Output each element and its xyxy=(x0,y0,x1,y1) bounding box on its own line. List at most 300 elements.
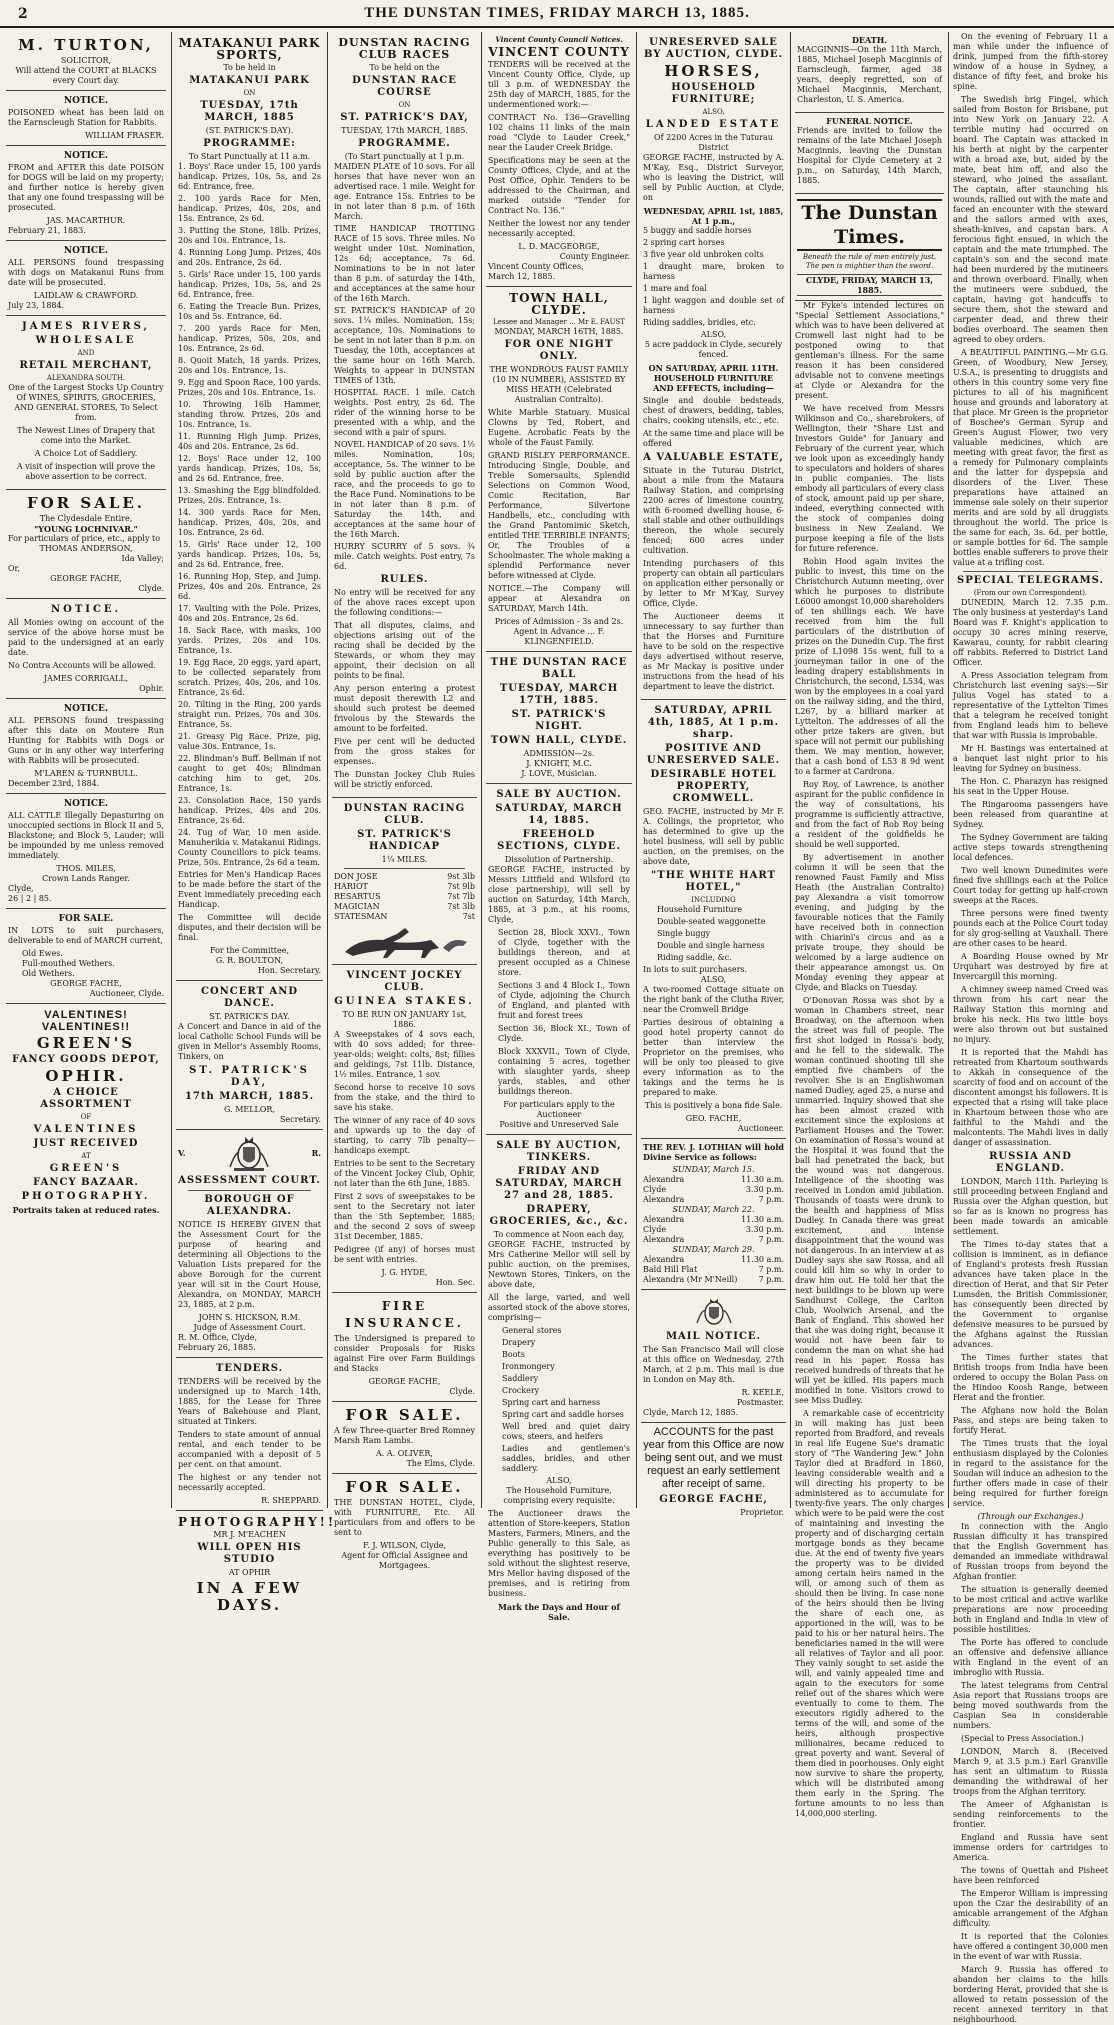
ad-line: ALEXANDRA SOUTH. xyxy=(46,374,126,382)
ad-body: A Concert and Dance in aid of the local Catholic School Funds will be given in Mellor's Assembly Rooms, Tinkers, on xyxy=(178,1022,321,1061)
ad-line: For the Committee, xyxy=(209,946,290,955)
ad-heading: M. TURTON, xyxy=(18,36,154,54)
ad-line: Will attend the COURT at BLACKS xyxy=(15,66,157,75)
column-rule xyxy=(636,32,637,1508)
section-heading: SPECIAL TELEGRAMS. xyxy=(956,575,1104,586)
event-item: 14. 300 yards Race for Men, handicap. Prizes, 40s, 20s, and 10s. Entrance, 2s 6d. xyxy=(178,508,321,537)
service-row-label: Alexandra xyxy=(643,1255,685,1264)
ad-signature: A. A. OLIVER, xyxy=(376,1449,433,1458)
ad-line: PHOTOGRAPHY. xyxy=(21,1191,151,1202)
event-item: 13. Smashing the Egg blindfolded. Prizes, 20s. Entrance, 1s. xyxy=(178,486,321,505)
service-row-value: 7 p.m. xyxy=(758,1275,784,1284)
event-item: 20. Tilting in the Ring, 200 yards straight run. Prizes, 70s and 30s. Entrance, 5s. xyxy=(178,700,321,729)
ad-signature: J. G. HYDE, xyxy=(381,1268,428,1277)
issue-date: CLYDE, FRIDAY, MARCH 13, 1885. xyxy=(797,274,942,296)
handicap-row-label: STATESMAN xyxy=(334,912,388,921)
ad-body: A two-roomed Cottage situate on the right bank of the Clutha River, near the Cromwell Bridge xyxy=(643,985,784,1014)
ad-line: INCLUDING xyxy=(691,896,736,904)
ad-body: Entries to be sent to the Secretary of the Vincent Jockey Club, Ophir, not later than the 6th June, 1885. xyxy=(334,1159,475,1188)
ad-line: Clyde, March 12, 1885. xyxy=(643,1408,739,1417)
racehorse-illustration-icon xyxy=(335,926,475,960)
notice-date: 26 | 2 | 85. xyxy=(8,894,52,903)
ad-kicker: Vincent County Council Notices. xyxy=(495,35,623,44)
handicap-row-label: HARIOT xyxy=(334,882,368,891)
ad-heading: TOWN HALL, CLYDE. xyxy=(509,291,609,317)
notice-body: ALL PERSONS found trespassing with dogs on Matakanui Runs from date will be prosecuted. xyxy=(8,258,164,287)
service-times xyxy=(643,1215,784,1245)
ad-line: Mark the Days and Hour of Sale. xyxy=(498,1602,620,1622)
nameplate-title: The Dunstan Times. xyxy=(797,199,942,251)
service-times xyxy=(643,1255,784,1285)
ad-heading: THE DUNSTAN RACE BALL xyxy=(490,657,628,680)
lot-item: 1 draught mare, broken to harness xyxy=(643,262,784,281)
ad-st-patricks-handicap xyxy=(332,798,477,965)
ad-vincent-county xyxy=(486,32,632,287)
notice-funeral xyxy=(795,113,944,194)
telegram-list xyxy=(953,1522,1108,2025)
ad-line: Vincent County Offices, xyxy=(488,262,584,271)
column-rule xyxy=(948,32,949,1508)
ad-body: A Sweepstakes of 4 sovs each, with 40 sovs added; for three-year-olds; weight: colts, 8st; fillies and geldings, 7st 11lb. Distance, 1½ miles. Entrance, 1 sov. xyxy=(334,1030,475,1079)
ad-line: In lots to suit purchasers. xyxy=(643,965,748,974)
notice-death xyxy=(795,32,944,113)
ad-line: Ida Valley; xyxy=(121,554,164,563)
ad-body: 5 acre paddock in Clyde, securely fenced. xyxy=(644,340,783,359)
notice-heading: NOTICE. xyxy=(63,246,109,256)
ad-line: Auctioneer. xyxy=(737,1124,784,1133)
ad-line: ALSO, xyxy=(700,975,727,984)
goods-item: Ironmongery xyxy=(502,1362,555,1371)
notice-place: Clyde, xyxy=(8,884,34,893)
ad-line: ON xyxy=(243,89,256,97)
notice-heading: FUNERAL NOTICE. xyxy=(826,116,913,126)
ad-heading: VINCENT JOCKEY CLUB. xyxy=(346,970,463,993)
ad-line: Prices of Admission - 3s and 2s. xyxy=(494,617,624,626)
notice-heading: NOTICE. xyxy=(63,96,109,106)
telegram-item: A chimney sweep named Creed was thrown from his cart near the Railway Station this morning and broke his neck. His two little boys were also thrown out but sustained no injury. xyxy=(953,985,1108,1044)
event-list xyxy=(178,162,321,868)
service-row xyxy=(643,1255,784,1265)
notice-heading: NOTICE. xyxy=(50,604,122,615)
section-subheading: (Through our Exchanges.) xyxy=(977,1512,1084,1521)
handicap-row xyxy=(334,902,475,912)
ad-line: HORSES, xyxy=(664,62,763,80)
notice-date: December 23rd, 1884. xyxy=(8,779,100,788)
handicap-row-label: MAGICIAN xyxy=(334,902,380,911)
column-rule xyxy=(790,32,791,1508)
ad-line: DUNSTAN RACE COURSE xyxy=(352,75,457,98)
ad-heading: SALE BY AUCTION. xyxy=(496,789,622,800)
column-7 xyxy=(953,32,1108,2024)
column-3 xyxy=(332,32,477,1570)
ad-body: The Auctioneer draws the attention of Store-keepers, Station Masters, Farmers, Miners, and the Public generally to this Sale, as everything has positively to be sold without the slightest reserve, Mrs Mellor having disposed of the premises, and is retiring from business. xyxy=(488,1509,630,1598)
ad-line: OF xyxy=(80,1113,92,1121)
ad-body: THE DUNSTAN HOTEL, Clyde, with FURNITURE, Etc. All particulars from and offers to be sent to xyxy=(334,1498,475,1537)
service-row-label: Alexandra xyxy=(643,1175,685,1184)
goods-item: Boots xyxy=(502,1350,525,1359)
lot-item: Riding saddles, bridles, etc. xyxy=(643,318,756,327)
ad-line: TUESDAY, MARCH 17TH, 1885. xyxy=(499,683,619,706)
ad-line: To be held in xyxy=(223,63,276,72)
telegram-item: Two well known Dunedinites were fined five shillings each at the Police Court today for getting up half-crown sweeps at the Races. xyxy=(953,866,1108,905)
ad-line: "THE WHITE HART HOTEL," xyxy=(651,870,776,893)
race-list xyxy=(334,162,475,572)
race-item: TIME HANDICAP TROTTING RACE of 15 sovs. Three miles. No weight under 10st. Nomination, 12s 6d; acceptance, 7s 6d. Nominations to be in not later than 8 p.m. of saturday the 14th, and acceptances at the same hour of the 16th March. xyxy=(334,224,475,303)
telegram-item: The Sydney Government are taking active steps towards strengthening local defences. xyxy=(953,833,1108,862)
ad-line: MATAKANUI PARK xyxy=(189,75,310,86)
ad-body: No entry will be received for any of the above races except upon the following conditions:— xyxy=(334,588,475,617)
column-rule xyxy=(327,32,328,1508)
notice-body: No Contra Accounts will be allowed. xyxy=(8,661,156,670)
lot-item: Double-seated waggonette xyxy=(657,917,766,926)
ad-line: MR J. M'EACHEN xyxy=(213,1530,286,1539)
telegram-item: The Times further states that British troops from India have been ordered to occupy the Bolan Pass on the Hindoo Koosh Range, between Herat and the frontier. xyxy=(953,1353,1108,1402)
ad-body: All the large, varied, and well assorted stock of the above stores, comprising— xyxy=(488,1293,630,1322)
service-row-label: Alexandra xyxy=(643,1195,685,1204)
telegram-item: LONDON, March 11th. Parleying is still proceeding between England and Russia over the Afghan question, but so far as is known no progress has been made towards an amicable settlement. xyxy=(953,1177,1108,1236)
notice-signature: JAMES CORRIGALL, xyxy=(43,674,129,683)
handicap-row-value: 7st 7lb xyxy=(447,892,475,901)
ad-line: SUNDAY, March 15. xyxy=(672,1165,755,1174)
ad-tenders-bakehouse xyxy=(176,1358,323,1511)
lot-list xyxy=(643,905,784,963)
event-item: 16. Running Hop, Step, and Jump. Prizes, 40s and 20s. Entrance, 2s 6d. xyxy=(178,572,321,601)
telegram-item: March 9. Russia has offered to abandon her claims to the hills bordering Herat, provided that she is allowed to retain possession of the recent annexed territory in that neighbourhood. xyxy=(953,1965,1108,2024)
ad-line: Portraits taken at reduced rates. xyxy=(12,1205,160,1215)
service-row xyxy=(643,1225,784,1235)
column-1 xyxy=(6,32,166,1508)
ad-body: CONTRACT No. 136—Gravelling 102 chains 11 links of the main road "Clyde to Lauder Creek," near the Lauder Creek Bridge. xyxy=(488,113,630,152)
ad-divine-service xyxy=(641,1139,786,1290)
race-item: HURRY SCURRY of 5 sovs. ¾ mile. Catch weights. Post entry, 7s 6d. xyxy=(334,542,475,571)
ad-photography xyxy=(176,1511,337,1620)
ad-body: The Dunstan Jockey Club Rules will be strictly enforced. xyxy=(334,770,475,789)
race-item: ST. PATRICK'S HANDICAP of 20 sovs. 1¼ miles. Nomination, 15s; acceptance, 10s. Nominations to be sent in not later than 8 p.m. on Tuesday, the 10th, acceptances at the same hour on 16th March. Weights to appear in DUNSTAN TIMES of 13th. xyxy=(334,306,475,385)
notice-monies-owing xyxy=(6,599,166,699)
telegram-item: The Ringarooma passengers have been released from quarantine at Sydney. xyxy=(953,800,1108,829)
ad-line: FOR ONE NIGHT ONLY. xyxy=(504,339,614,362)
ad-body: A visit of inspection will prove the above assertion to be correct. xyxy=(16,462,156,481)
ad-line: FANCY BAZAAR. xyxy=(33,1177,139,1188)
telegram-item: The Emperor William is impressing upon the Czar the desirability of an amicable arrangement of the Afghan difficulty. xyxy=(953,1889,1108,1928)
telegram-item: England and Russia have sent immense orders for cartridges to America. xyxy=(953,1833,1108,1862)
lot-item: 1 light waggon and double set of harness xyxy=(643,296,784,315)
ad-body: Entries for Men's Handicap Races to be made before the start of the Event immediately preceding each Handicap. xyxy=(178,870,321,909)
service-row xyxy=(643,1275,784,1285)
ad-race-ball xyxy=(486,652,632,784)
ad-heading: THE REV. J. LOTHIAN will hold Divine Service as follows: xyxy=(643,1142,784,1162)
ad-line: For particulars of price, etc., apply to xyxy=(8,534,161,543)
ad-body: Sections 3 and 4 Block I., Town of Clyde, adjoining the Church of England, and planted with fruit and forest trees xyxy=(498,981,630,1020)
ad-line: WHOLESALE xyxy=(35,335,137,346)
ad-body: NOTICE.—The Company will appear at Alexandra on SATURDAY, March 14th. xyxy=(488,584,630,613)
article-paragraph: Roy Roy, of Lawrence, is another aspirant for the public confidence in the way of consultations, his programme is sufficiently attractive, and from the fact of Rob Roy being a resident of the goldfields he should be well supported. xyxy=(795,780,944,849)
ad-body: First 2 sovs of sweepstakes to be sent to the Secretary not later than the 5th September, 1885; and the second 2 sovs of sweep 31st December, 1885. xyxy=(334,1192,475,1241)
event-item: 15. Girls' Race under 12, 100 yards handicap. Prizes, 10s, 5s, and 2s 6d. Entrance, free. xyxy=(178,540,321,569)
handicap-row xyxy=(334,892,475,902)
ad-line: County Engineer. xyxy=(559,252,630,261)
notice-date: July 23, 1884. xyxy=(8,301,65,310)
lot-item: Household Furniture xyxy=(657,905,743,914)
ad-line: Dissolution of Partnership. xyxy=(504,855,614,864)
ad-line: Judge of Assessment Court. xyxy=(193,1323,306,1332)
notice-place: Ophir. xyxy=(139,684,164,693)
telegram-item: DUNEDIN, March 12. 7.35 p.m. The only business at yesterday's Land Board was F. Knight's application to occupy 30 acres mining reserve, Kawarau, county, for rabbit clearing off rabbits. Referred to District Land Officer. xyxy=(953,598,1108,667)
ad-line: OPHIR. xyxy=(45,1067,127,1085)
ad-line: To be held on the xyxy=(369,63,440,72)
ad-line: ST. PATRICK'S DAY, xyxy=(189,1065,310,1088)
notice-signature: THOS. MILES, xyxy=(56,864,116,873)
ad-line: Proprietor. xyxy=(740,1508,784,1517)
telegram-item: The Ameer of Afghanistan is sending reinforcements to the frontier. xyxy=(953,1800,1108,1829)
ad-signature: F. J. WILSON, Clyde, xyxy=(363,1541,446,1550)
ad-line: PROGRAMME: xyxy=(203,138,296,149)
ad-line: A CHOICE ASSORTMENT xyxy=(40,1087,132,1110)
telegram-item: LONDON, March 8. (Received March 9, at 3.5 p.m.) Earl Granville has sent an ultimatum to Russia demanding the withdrawal of her troops from the Afghan territory. xyxy=(953,1747,1108,1796)
ad-accounts xyxy=(641,1423,786,1522)
event-item: 7. 200 yards Race for Men, handicap. Prizes, 50s, 20s, and 10s. Entrance, 2s 6d. xyxy=(178,324,321,353)
ad-line: Of 2200 Acres in the Tuturau District xyxy=(654,133,773,152)
notice-trespass-moutere xyxy=(6,699,166,794)
ad-valentines xyxy=(6,1004,166,1219)
ad-line: Positive and Unreserved Sale xyxy=(499,1120,619,1129)
ad-line: GREEN'S xyxy=(36,1034,136,1052)
ad-concert-dance xyxy=(176,981,323,1130)
telegram-item: A Press Association telegram from Christchurch last evening says:—Sir Julius Vogel has stated to a representative of the Lyttelton Times that a telegram he received tonight from England leads him to believe that war with Russia is improbable. xyxy=(953,671,1108,740)
event-item: 10. Throwing 16lb Hammer, standing throw. Prizes, 20s and 10s. Entrance, 1s. xyxy=(178,400,321,429)
telegram-item: The latest telegrams from Central Asia report that Russians troops are being moved southwards from the Caspian Sea in considerable numbers. xyxy=(953,1681,1108,1730)
event-item: 9. Egg and Spoon Race, 100 yards. Prizes, 20s and 10s. Entrance, 1s. xyxy=(178,378,321,397)
ad-signature: L. D. MACGEORGE, xyxy=(518,242,600,251)
ad-signature: J. LOVE, Musician. xyxy=(521,769,597,778)
royal-cipher-left: V. xyxy=(178,1148,186,1158)
ad-heading: PHOTOGRAPHY!! xyxy=(178,1515,337,1529)
ad-line: Secretary. xyxy=(279,1115,321,1124)
telegram-item: The Afghans now hold the Bolan Pass, and steps are being taken to fortify Herat. xyxy=(953,1406,1108,1435)
ad-body: Pedigree (if any) of horses must be sent with entries. xyxy=(334,1245,475,1264)
event-item: 24. Tug of War, 10 men aside. Manuherikia v. Matakanui Ridings. County Councillors to pick teams. Prize, 50s. Entrance, 2s 6d a team. xyxy=(178,828,321,867)
goods-item: Well bred and quiet dairy cows, steers, and heifers xyxy=(502,1422,630,1441)
event-item: 23. Consolation Race, 150 yards handicap. Prizes, 40s and 20s. Entrance, 2s 6d. xyxy=(178,796,321,825)
service-row-label: Alexandra xyxy=(643,1215,685,1224)
handicap-row xyxy=(334,872,475,882)
notice-heading: DEATH. xyxy=(851,35,888,45)
ad-signature: GEORGE FACHE, xyxy=(50,979,122,988)
ad-signature: GEORGE FACHE, xyxy=(659,1494,768,1505)
telegram-item: The situation is generally deemed to be most critical and active warlike preparations are now proceeding both in England and India in view of possible hostilities. xyxy=(953,1585,1108,1634)
ad-line: WILL OPEN HIS STUDIO xyxy=(197,1542,302,1565)
page-number: 2 xyxy=(18,6,28,22)
ad-line: Hon. Secretary. xyxy=(257,966,321,975)
ad-line: Postmaster. xyxy=(736,1398,784,1407)
notice-heading: NOTICE. xyxy=(63,151,109,161)
ad-matakanui-sports xyxy=(176,32,323,981)
ad-body: GEORGE FACHE, instructed by A. M'Kay, Esq., District Surveyor, who is leaving the District, will sell by Public Auction, at Clyde, on xyxy=(643,153,784,202)
ad-line: WEDNESDAY, APRIL 1st, 1885, At 1 p.m., xyxy=(643,206,784,226)
telegram-item: The Times trusts that the loyal enthusiasm displayed by the Colonies in regard to the assistance for the Soudan will induce an adhesion to the further offers made in case of their being required for further foreign service. xyxy=(953,1439,1108,1508)
ad-heading: CONCERT AND DANCE. xyxy=(200,986,299,1009)
telegram-item: The Hon. C. Pharazyn has resigned his seat in the Upper House. xyxy=(953,777,1108,796)
ad-body: White Marble Statuary. Musical Clowns by Ted, Robert, and Eugene. Acrobatic Feats by the whole of the Faust Family. xyxy=(488,408,630,447)
column-6 xyxy=(795,32,945,1818)
ad-line: THOMAS ANDERSON, xyxy=(39,544,133,553)
ad-line: ST. PATRICK'S DAY, xyxy=(340,112,469,123)
ad-body: The highest or any tender not necessarily accepted. xyxy=(178,1473,321,1492)
ad-line: Agent in Advance ... F. KLINGENFIELD. xyxy=(513,627,605,646)
ad-body: TENDERS will be received at the Vincent County Office, Clyde, up till 3 p.m. of WEDNESDAY the 25th day of MARCH, 1885, for the undermentioned work:— xyxy=(488,60,630,109)
notice-date: February 21, 1883. xyxy=(8,226,86,235)
ad-white-hart-hotel xyxy=(641,700,786,1139)
page-title: THE DUNSTAN TIMES, FRIDAY MARCH 13, 1885. xyxy=(364,5,750,21)
ad-body: The Newest Lines of Drapery that come into the Market. xyxy=(17,426,155,445)
ad-heading: FOR SALE. xyxy=(26,494,146,512)
article-paragraph: We have received from Messrs Wilkinson and Co., sharebrokers, of Wellington, their "Share List and Investors Guide" for January and February of the current year, which we look upon as exceedingly handy to speculators and holders of shares in public companies. The lists embody all particulars of every class of stock, amount paid up per share, indeed, everything connected with the stock of companies doing business in New Zealand. We purpose keeping a file of the lists for future reference. xyxy=(795,404,945,553)
ad-body: A Choice Lot of Saddlery. xyxy=(34,449,138,458)
ad-heading: DUNSTAN RACING CLUB RACES xyxy=(338,36,471,61)
nameplate-motto: The pen is mightier than the sword. xyxy=(805,262,934,270)
ad-line: IN A FEW DAYS. xyxy=(196,1579,303,1614)
telegram-item: It is reported that the Colonies have offered a contingent 30,000 men in the event of war with Russia. xyxy=(953,1932,1108,1961)
handicap-row xyxy=(334,912,475,922)
ad-body: ACCOUNTS for the past year from this Office are now being sent out, and we must request an early settlement after receipt of same. xyxy=(643,1426,784,1490)
service-row-label: Bald Hill Flat xyxy=(643,1265,698,1274)
ad-body: The Committee will decide disputes, and their decision will be final. xyxy=(178,913,321,942)
ad-town-hall-clyde xyxy=(486,287,632,652)
ad-line: TO BE RUN ON JANUARY 1st, 1886. xyxy=(342,1010,467,1029)
notice-line: Crown Lands Ranger. xyxy=(42,874,130,883)
ad-line: FREEHOLD SECTIONS, CLYDE. xyxy=(497,829,621,852)
telegram-item: The Times to-day states that a collision is imminent, as in defiance of England's protests fresh Russian advances have taken place in the direction of Herat, and that Sir Peter Lumsden, the British Commissioner, has consequently been directed by the Government to organise defensive measures to be pursued by the Afghans against the Russian advances. xyxy=(953,1240,1108,1349)
article-paragraph: A BEAUTIFUL PAINTING.—Mr G.G. Green, of Woodbury, New Jersey, U.S.A., is presenting to druggists and others in this country some very fine pictures to all of his magnificent house and grounds and laboratory at that place. Mr Green is the proprietor of Boschee's German Syrup and Green's August Flower, two very valuable medicines, which are meeting with great favor, the first as a remedy for Pulmonary complaints and the latter for dyspepsia and disorders of the Liver. These preparations have attained an immense sale solely on their superior merits and are sold by all druggists throughout the world. The price is the same for each, 3s. 6d. per bottle, or sample bottles for 6d. The sample bottles enable sufferers to prove their value at a trifling cost. xyxy=(953,348,1108,567)
event-item: 21. Greasy Pig Race. Prize, pig, value 30s. Entrance, 1s. xyxy=(178,732,321,751)
event-item: 1. Boys' Race under 15, 100 yards handicap. Prizes, 10s, 5s, and 2s 6d. Entrance, free. xyxy=(178,162,321,191)
notice-body: MACGINNIS—On the 11th March, 1885, Michael Joseph Macginnis of Earnscleugh, farmer, aged 38 years, deeply regretted, son of Michael Macginnis, Merchant, Charleston, U. S. America. xyxy=(797,45,942,104)
ad-body: Specifications may be seen at the County Offices, Clyde, and at the Post Office, Ophir. Tenders to be addressed to the Chairman, and marked outside "Tender for Contract No. 136." xyxy=(488,156,630,215)
ad-line: Full-mouthed Wethers. xyxy=(22,959,115,968)
service-times xyxy=(643,1175,784,1205)
notice-poison-wheat xyxy=(6,91,166,146)
ad-line: HOUSEHOLD FURNITURE; xyxy=(671,82,756,105)
lot-item: 1 mare and foal xyxy=(643,284,707,293)
handicap-row xyxy=(334,882,475,892)
ad-heading: FOR SALE. xyxy=(345,1406,464,1424)
ad-body: GEORGE FACHE, instructed by Mrs Catherine Mellor will sell by public auction, on the premises, Newtown Stores, Tinkers, on the above date, xyxy=(488,1240,630,1289)
goods-item: Saddlery xyxy=(502,1374,539,1383)
service-row xyxy=(643,1265,784,1275)
telegram-list xyxy=(953,598,1108,1148)
ad-signature: J. KNIGHT, M.C. xyxy=(526,759,592,768)
goods-item: Drapery xyxy=(502,1338,536,1347)
handicap-row-label: RESARTUS xyxy=(334,892,381,901)
article-paragraph: O'Donovan Rossa was shot by a woman in Chambers street, near Broadway, on the afternoon when the street was full of people. The first shot lodged in Rossa's body, and he fell to the sidewalk. The woman continued shooting till she emptied five chambers of the revolver. She is an Englishwoman named Dudley, aged 25, a nurse and unmarried. Inquiry showed that she has been almost crazed with excitement since the explosions at Parliament Houses and the Tower. On examination of Rossa's wound at the Hospital it was found that the ball had penetrated the back, but the wound was not dangerous. Intelligence of the shooting was received in London amid jubilation. Thousands of toasts were drunk to the health and happiness of Miss Dudley. In Canada there was great excitement, and intense disappointment that the wound was not dangerous. In an interview at as Dudley says she saw Rossa, and all could kill him so why in order to draw him out. He told her that the next buildings to be blown up were Sandhurst College, the Carlton Club, Woolwich Arsenal, and the Bank of England. This showed her that she was doing right, because it would not have been fair to condemn the man on what she had read in his paper. Rossa has received hundreds of threats that he will yet be killed. His papers much modified in tone. Visitors crowd to see Miss Dudley. xyxy=(795,996,944,1405)
ad-body: TENDERS will be received by the undersigned up to March 14th, 1885, for the Lease for Three Years of Bakehouse and Plant, situated at Tinkers. xyxy=(178,1377,321,1426)
ad-line: ON xyxy=(398,101,411,109)
event-item: 18. Sack Race, with masks, 100 yards. Prizes, 20s and 10s. Entrance, 1s. xyxy=(178,626,321,655)
article-paragraph: By advertisement in another column it will be seen that the renowned Faust Family and Miss Heath (the Australian Contralto) pay Alexandra a visit tomorrow evening, and judging by the favourable notices that the Family have received both in connection with Chiarini's circus and as a private troupe, they should be welcomed by a large audience on their appearance amongst us. On Monday evening they appear at Clyde, and Blacks on Tuesday. xyxy=(795,853,944,992)
notice-body: ALL CATTLE Illegally Depasturing on unoccupied sections in Block II and 5, Blackstone; and Block 5, Lauder; will be impounded by me unless removed immediately. xyxy=(8,811,164,860)
event-item: 8. Quoit Match, 18 yards. Prizes, 20s and 10s. Entrance, 1s. xyxy=(178,356,321,375)
ad-line: 1¼ MILES. xyxy=(381,855,428,864)
ad-heading: JAMES RIVERS, xyxy=(22,321,150,332)
ad-line: ALSO, xyxy=(702,108,725,116)
ad-signature: R. SHEPPARD. xyxy=(261,1496,321,1505)
royal-arms-icon xyxy=(226,1133,272,1173)
handicap-row-value: 9st 3lb xyxy=(447,872,475,881)
ad-heading: MATAKANUI PARK SPORTS, xyxy=(178,36,321,62)
ad-line: POSITIVE AND UNRESERVED SALE. xyxy=(646,743,781,766)
ad-line: PROGRAMME. xyxy=(358,138,451,149)
ad-line: AND xyxy=(77,349,95,357)
ad-line: TUESDAY, 17th MARCH, 1885 xyxy=(200,100,299,123)
ad-line: "YOUNG LOCHNIVAR." xyxy=(34,524,138,534)
ad-body: Second horse to receive 10 sovs from the stake, and the third to save his stake. xyxy=(334,1083,475,1112)
event-item: 11. Running High Jump. Prizes, 40s and 20s. Entrance, 2s 6d. xyxy=(178,432,321,451)
column-5 xyxy=(641,32,786,1517)
service-row-label: Alexandra (Mr M'Neill) xyxy=(643,1275,738,1284)
lot-item: 5 buggy and saddle horses xyxy=(643,226,752,235)
ad-turton xyxy=(6,32,166,91)
ad-line: ST. PATRICK'S HANDICAP xyxy=(357,829,452,852)
ad-line: every Court day. xyxy=(52,76,120,85)
ad-line: JUST RECEIVED xyxy=(33,1138,139,1149)
ad-line: Auctioneer, Clyde. xyxy=(89,989,164,998)
ad-heading: VALENTINES! VALENTINES!! xyxy=(41,1009,131,1033)
ad-body: Five per cent will be deducted from the gross stakes for expenses. xyxy=(334,737,475,766)
notice-heading: NOTICE. xyxy=(63,799,109,809)
notice-signature: WILLIAM FRASER. xyxy=(85,131,164,140)
article-paragraph: Robin Hood again invites the public to invest, this time on the Christchurch Autumn meeting, over which he purposes to distribute L6000 amongst 10,000 shareholders of ten shillings each. We have received from him the full particulars of the distribution of prizes on the Dunedin Cup. The first prize of L1098 15s went, full to a journeyman tailor in one of the leading drapery establishments in Christchurch, the second, L534, was won by the employees in a coal yard on the railway siding, and the third, L267, by a billiard marker at Lyttelton. The addresses of all the other prize takers are given, but space will not permit our publishing them. We may mention, however, that a cash bond of L53 8 9d went to a farmer at Cardrona. xyxy=(795,557,944,776)
ad-line: ALSO, xyxy=(700,330,727,339)
ad-body: THE WONDROUS FAUST FAMILY (10 IN NUMBER), ASSISTED BY MISS HEATH (Celebrated Australian Contralto). xyxy=(489,365,629,404)
article-paragraph: On the evening of February 11 a man while under the influence of drink, jumped from the fifth-storey window of a house in Sydney, a distance of fifty feet, and broke his spine. xyxy=(953,32,1108,91)
service-row-value: 7 p.m. xyxy=(758,1265,784,1274)
notice-signature: JAS. MACARTHUR. xyxy=(46,216,126,225)
ad-line: Clyde. xyxy=(138,584,164,593)
ad-line: GREEN'S xyxy=(49,1163,123,1174)
service-row-value: 3.30 p.m. xyxy=(745,1185,784,1194)
handicap-row-value: 7st 3lb xyxy=(447,902,475,911)
ad-heading: SALE BY AUCTION, TINKERS. xyxy=(496,1140,622,1163)
telegram-item: (Special to Press Association.) xyxy=(961,1734,1084,1743)
ad-line: ST. PATRICK'S NIGHT. xyxy=(511,709,607,732)
notice-signature: LAIDLAW & CRAWFORD. xyxy=(33,291,139,300)
ad-line: SUNDAY, March 29. xyxy=(672,1245,755,1254)
ad-line: ST. PATRICK'S DAY. xyxy=(209,1012,290,1021)
notice-body: ALL PERSONS found trespassing after this date on Moutere Run Hunting for Rabbits with Dogs or Guns or in any other way interfering with Rabbits will be prosecuted. xyxy=(8,716,164,765)
ad-heading: FIRE INSURANCE. xyxy=(345,1299,464,1330)
handicap-row-value: 7st xyxy=(462,912,475,921)
ad-james-rivers xyxy=(6,316,166,490)
ad-body: At the same time and place will be offered xyxy=(643,429,784,448)
lot-item: 3 five year old unbroken colts xyxy=(643,250,764,259)
ad-body: IN LOTS to suit purchasers, deliverable to end of MARCH current, xyxy=(8,926,164,945)
section-heading: RUSSIA AND ENGLAND. xyxy=(989,1151,1072,1174)
ad-line: (ST. PATRICK'S DAY). xyxy=(205,126,294,135)
notice-body: All Monies owing on account of the service of the above horse must be paid to the undersigned at an early date. xyxy=(8,618,164,657)
nameplate xyxy=(795,194,944,301)
editorial-column xyxy=(795,301,944,1819)
ad-line: Old Ewes. xyxy=(22,949,63,958)
ad-line: AT OPHIR xyxy=(228,1568,271,1577)
goods-item: Crockery xyxy=(502,1386,540,1395)
royal-cipher-right: R. xyxy=(311,1148,321,1158)
goods-item: General stores xyxy=(502,1326,562,1335)
handicap-row-value: 7st 9lb xyxy=(447,882,475,891)
ad-body: The Undersigned is prepared to consider Proposals for Risks against Fire over Farm Buildings and Stacks xyxy=(334,1334,475,1373)
telegram-item: It is reported that the Mahdi has retreated from Khartoum southwards to Akkah in consequence of the scarcity of food and on account of the discontent amongst his followers. It is expected that a rising will take place in Khartoum between those who are faithful to the Mahdi and the malcontents. The Mahdi lives in daily danger of assassination. xyxy=(953,1048,1108,1147)
event-item: 17. Vaulting with the Pole. Prizes, 40s and 20s. Entrance, 2s 6d. xyxy=(178,604,321,623)
ad-body: Intending purchasers of this property can obtain all particulars on application either personally or by letter to Mr M'Kay, Survey Office, Clyde. xyxy=(643,559,784,608)
